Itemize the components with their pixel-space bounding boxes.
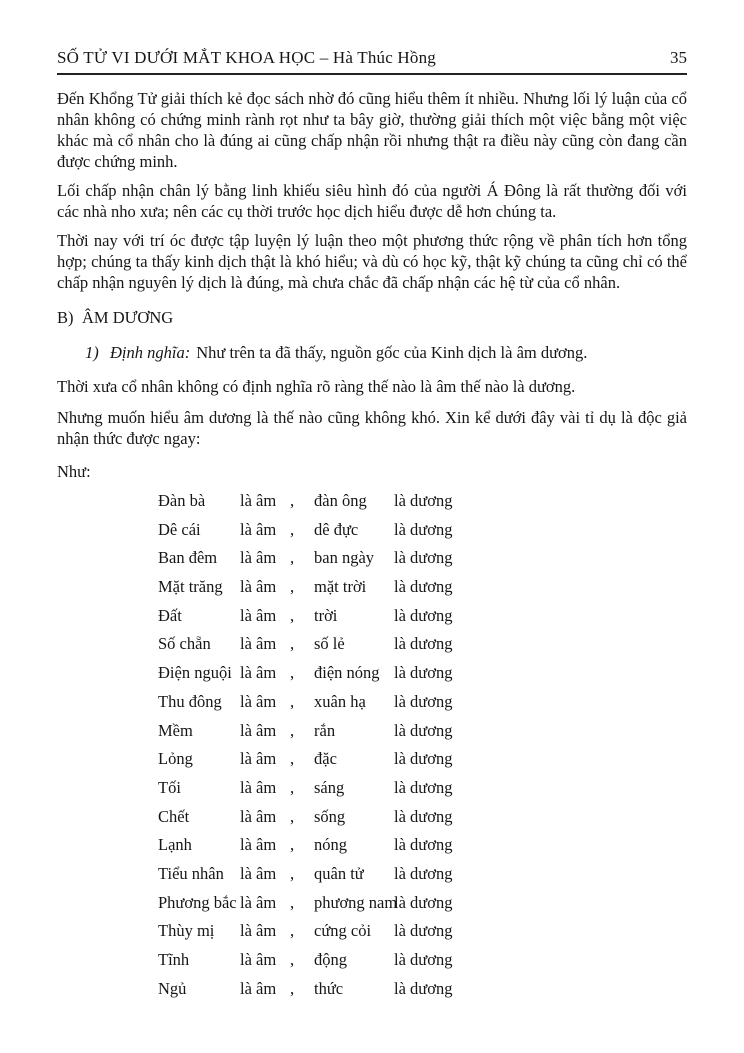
yang-label: là dương: [394, 863, 453, 883]
yang-term: đặc: [314, 749, 337, 769]
comma: ,: [290, 548, 295, 568]
comma: ,: [290, 519, 295, 539]
yin-yang-table: [158, 491, 687, 1007]
list-item-label: Định nghĩa:: [110, 343, 191, 362]
comma: ,: [290, 605, 295, 625]
table-row: [158, 606, 687, 635]
comma: ,: [290, 491, 295, 510]
paragraph: Lối chấp nhận chân lý bằng linh khiếu siêu hình đó của người Á Đông là rất thường đối với các nhà nho xưa; nên các cụ thời trước học dịch hiểu được dễ hơn chúng ta.: [57, 181, 687, 221]
yang-label: là dương: [394, 978, 453, 998]
yin-term: Ngủ: [158, 978, 187, 998]
yang-term: mặt trời: [314, 577, 367, 597]
comma: ,: [290, 634, 295, 654]
section-heading: [57, 307, 687, 328]
yin-label: là âm: [240, 950, 277, 969]
paragraph: Nhưng muốn hiểu âm dương là thế nào cũng không khó. Xin kể dưới đây vài tỉ dụ là độc giả nhận thức được ngay:: [57, 408, 687, 448]
yin-term: Dê cái: [158, 519, 201, 539]
yang-term: ban ngày: [314, 548, 375, 568]
yin-term: Thùy mị: [158, 921, 215, 941]
comma: ,: [290, 777, 295, 797]
yin-term: Mềm: [158, 720, 193, 740]
yang-label: là dương: [394, 892, 453, 912]
yin-term: Đất: [158, 605, 182, 625]
running-title: SỐ TỬ VI DƯỚI MẮT KHOA HỌC – Hà Thúc Hồng: [57, 48, 436, 67]
yang-label: là dương: [394, 577, 453, 597]
comma: ,: [290, 720, 295, 740]
yin-label: là âm: [240, 835, 277, 855]
yang-label: là dương: [394, 777, 453, 797]
comma: ,: [290, 950, 295, 969]
table-row: [158, 548, 687, 577]
yin-term: Điện nguội: [158, 663, 232, 683]
yang-term: thức: [314, 978, 344, 998]
paragraph: Đến Khổng Tử giải thích kẻ đọc sách nhờ đó cũng hiểu thêm ít nhiều. Nhưng lối lý luận của cổ nhân không có chứng minh rành rọt như ta bây giờ, thường giải thích một việc bằng một việc khác mà cổ nhân cho là đúng ai cũng chấp nhận rồi nhưng thật ra điều này cũng còn đang cần được chứng minh.: [57, 89, 687, 171]
yin-label: là âm: [240, 491, 277, 510]
definition-body: [57, 376, 687, 449]
yin-term: Thu đông: [158, 691, 222, 711]
table-row: [158, 778, 687, 807]
yin-term: Tối: [158, 777, 181, 797]
yang-term: cứng cỏi: [314, 921, 372, 941]
comma: ,: [290, 749, 295, 769]
table-row: [158, 520, 687, 549]
table-row: [158, 721, 687, 750]
table-row: [158, 950, 687, 979]
paragraph: Thời xưa cổ nhân không có định nghĩa rõ ràng thế nào là âm thế nào là dương.: [57, 377, 576, 396]
yin-term: Số chẵn: [158, 634, 211, 654]
paragraph: Thời nay với trí óc được tập luyện lý luận theo một phương thức rộng về phân tích hơn tổng hợp; chúng ta thấy kinh dịch thật là khó hiểu; và dù có học kỹ, thật kỹ chúng ta cũng chỉ có thể chấp nhận nguyên lý dịch là đúng, mà chưa chắc đã chấp nhận các hệ từ của cổ nhân.: [57, 231, 687, 292]
yang-label: là dương: [394, 749, 453, 769]
yang-label: là dương: [394, 663, 453, 683]
yin-label: là âm: [240, 577, 277, 597]
yang-term: nóng: [314, 835, 347, 855]
yin-term: Tĩnh: [158, 950, 190, 969]
yang-term: động: [314, 950, 347, 969]
table-row: [158, 864, 687, 893]
yang-label: là dương: [394, 605, 453, 625]
yin-label: là âm: [240, 605, 277, 625]
table-row: [158, 835, 687, 864]
section-heading-text: ÂM DƯƠNG: [82, 308, 174, 327]
table-intro-label: Như:: [57, 462, 91, 481]
yin-label: là âm: [240, 777, 277, 797]
table-row: [158, 749, 687, 778]
yang-label: là dương: [394, 835, 453, 855]
comma: ,: [290, 663, 295, 683]
yang-label: là dương: [394, 634, 453, 654]
yin-term: Ban đêm: [158, 548, 218, 568]
yin-term: Mặt trăng: [158, 577, 223, 597]
yang-label: là dương: [394, 806, 453, 826]
yin-label: là âm: [240, 921, 277, 941]
table-row: [158, 491, 687, 520]
comma: ,: [290, 892, 295, 912]
comma: ,: [290, 835, 295, 855]
yang-label: là dương: [394, 950, 453, 969]
list-item-marker: 1): [85, 343, 99, 362]
table-row: [158, 577, 687, 606]
table-row: [158, 979, 687, 1008]
definition-item: [85, 342, 687, 363]
yin-label: là âm: [240, 691, 277, 711]
yin-label: là âm: [240, 663, 277, 683]
table-row: [158, 692, 687, 721]
table-row: [158, 634, 687, 663]
comma: ,: [290, 978, 295, 998]
yang-term: rắn: [314, 720, 336, 740]
yang-label: là dương: [394, 921, 453, 941]
yin-label: là âm: [240, 634, 277, 654]
yang-term: xuân hạ: [314, 691, 366, 711]
yin-label: là âm: [240, 806, 277, 826]
yang-term: phương nam: [314, 892, 398, 912]
yang-label: là dương: [394, 519, 453, 539]
comma: ,: [290, 921, 295, 941]
yang-term: sáng: [314, 777, 345, 797]
yin-label: là âm: [240, 978, 277, 998]
yin-term: Đàn bà: [158, 491, 206, 510]
yang-label: là dương: [394, 691, 453, 711]
comma: ,: [290, 691, 295, 711]
comma: ,: [290, 806, 295, 826]
yin-term: Tiểu nhân: [158, 863, 224, 883]
yin-label: là âm: [240, 548, 277, 568]
yang-label: là dương: [394, 491, 453, 510]
yin-label: là âm: [240, 519, 277, 539]
page-header: [57, 48, 687, 68]
yin-term: Lạnh: [158, 835, 192, 855]
table-row: [158, 807, 687, 836]
table-row: [158, 663, 687, 692]
yang-label: là dương: [394, 548, 453, 568]
yin-term: Chết: [158, 806, 190, 826]
yin-term: Phương bắc: [158, 892, 237, 912]
yang-term: sống: [314, 806, 346, 826]
yang-term: trời: [314, 605, 338, 625]
list-item-text: Như trên ta đã thấy, nguồn gốc của Kinh dịch là âm dương.: [196, 343, 588, 362]
yang-term: số lẻ: [314, 634, 345, 654]
yin-label: là âm: [240, 892, 277, 912]
section-heading-marker: B): [57, 308, 74, 327]
yin-label: là âm: [240, 863, 277, 883]
table-row: [158, 921, 687, 950]
yang-term: quân tử: [314, 863, 364, 883]
yang-term: đàn ông: [314, 491, 367, 510]
page-body: [57, 88, 687, 1007]
yang-label: là dương: [394, 720, 453, 740]
page-number: 35: [670, 48, 687, 67]
yang-term: điện nóng: [314, 663, 380, 683]
yin-term: Lỏng: [158, 749, 193, 769]
yin-label: là âm: [240, 749, 277, 769]
comma: ,: [290, 863, 295, 883]
yang-term: dê đực: [314, 519, 359, 539]
header-rule: [57, 73, 687, 75]
yin-label: là âm: [240, 720, 277, 740]
table-row: [158, 893, 687, 922]
comma: ,: [290, 577, 295, 597]
